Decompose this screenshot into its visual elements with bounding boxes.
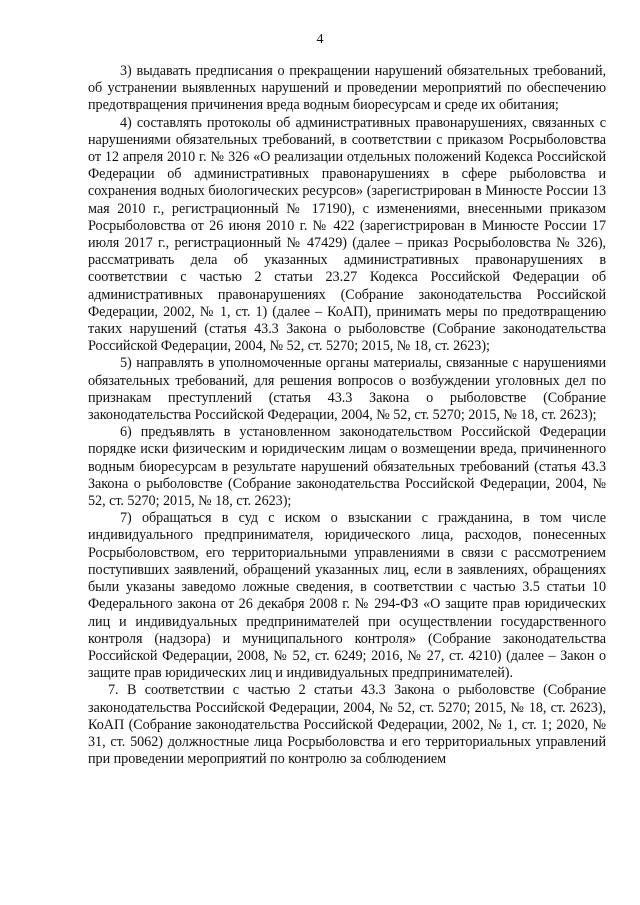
paragraph-item-4: 4) составлять протоколы об административных правонарушениях, связанных с нарушениями обязательных требований, в соответствии с приказом Росрыболовства от 12 апреля 2010 г. № 326 «О реализации отдельных положений Кодекса Российской Федерации об административных правонарушениях в сфере рыболовства и сохранения водных биологических ресурсов» (зарегистрирован в Минюсте России 13 мая 2010 г., регистрационный № 17190), с изменениями, внесенными приказом Росрыболовства от 26 июня 2010 г. № 422 (зарегистрирован в Минюсте России 17 июля 2017 г., регистрационный № 47429) (далее – приказ Росрыболовства № 326), рассматривать дела об указанных административных правонарушениях в соответствии с частью 2 статьи 23.27 Кодекса Российской Федерации об административных правонарушениях (Собрание законодательства Российской Федерации, 2002, № 1, ст. 1) (далее – КоАП), принимать меры по предотвращению таких нарушений (статья 43.3 Закона о рыболовстве (Собрание законодательства Российской Федерации, 2004, № 52, ст. 5270; 2015, № 18, ст. 2623); [88, 114, 606, 355]
page-number: 4 [316, 32, 324, 47]
paragraph-item-6: 6) предъявлять в установленном законодательством Российской Федерации порядке иски физическим и юридическим лицам о возмещении вреда, причиненного водным биоресурсам в результате нарушений обязательных требований (статья 43.3 Закона о рыболовстве (Собрание законодательства Российской Федерации, 2004, № 52, ст. 5270; 2015, № 18, ст. 2623); [88, 424, 606, 510]
document-body [88, 63, 606, 768]
paragraph-item-7: 7) обращаться в суд с иском о взыскании с гражданина, в том числе индивидуального предпринимателя, юридического лица, расходов, понесенных Росрыболовством, его территориальными управлениями в связи с рассмотрением поступивших заявлений, обращений указанных лиц, если в заявлениях, обращениях были указаны заведомо ложные сведения, в соответствии с частью 3.5 статьи 10 Федерального закона от 26 декабря 2008 г. № 294-ФЗ «О защите прав юридических лиц и индивидуальных предпринимателей при осуществлении государственного контроля (надзора) и муниципального контроля» (Собрание законодательства Российской Федерации, 2008, № 52, ст. 6249; 2016, № 27, ст. 4210) (далее – Закон о защите прав юридических лиц и индивидуальных предпринимателей). [88, 510, 606, 682]
paragraph-section-7: 7. В соответствии с частью 2 статьи 43.3 Закона о рыболовстве (Собрание законодательства Российской Федерации, 2004, № 52, ст. 5270; 2015, № 18, ст. 2623), КоАП (Собрание законодательства Российской Федерации, 2002, № 1, ст. 1; 2020, № 31, ст. 5062) должностные лица Росрыболовства и его территориальных управлений при проведении мероприятий по контролю за соблюдением [88, 682, 606, 768]
paragraph-item-3: 3) выдавать предписания о прекращении нарушений обязательных требований, об устранении выявленных нарушений и проведении мероприятий по обеспечению предотвращения причинения вреда водным биоресурсам и среде их обитания; [88, 63, 606, 114]
paragraph-item-5: 5) направлять в уполномоченные органы материалы, связанные с нарушениями обязательных требований, для решения вопросов о возбуждении уголовных дел по признакам преступлений (статья 43.3 Закона о рыболовстве (Собрание законодательства Российской Федерации, 2004, № 52, ст. 5270; 2015, № 18, ст. 2623); [88, 355, 606, 424]
